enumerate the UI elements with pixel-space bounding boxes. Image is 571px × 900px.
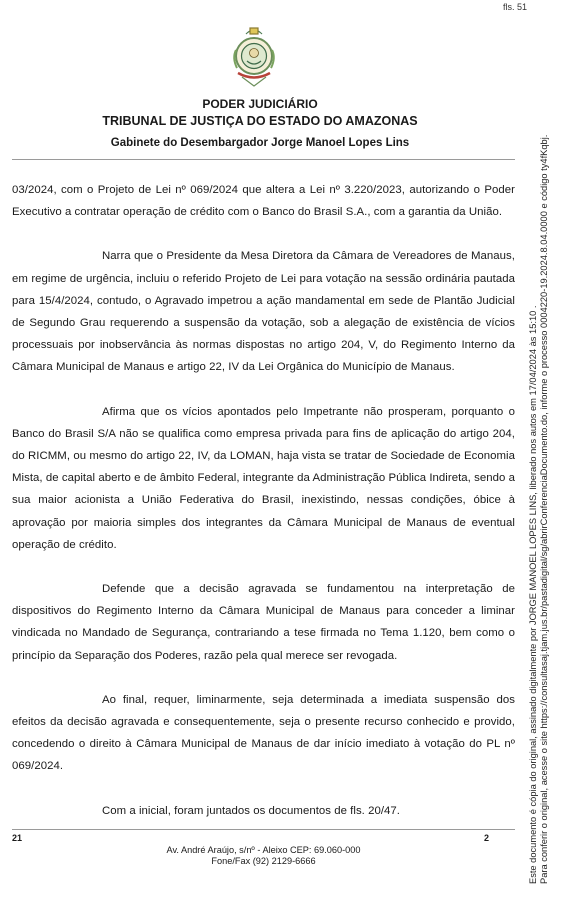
header-divider: [12, 159, 515, 160]
footer-page-number: 2: [484, 833, 490, 843]
paragraph-0: 03/2024, com o Projeto de Lei nº 069/2024 que altera a Lei nº 3.220/2023, autorizando o Poder Executivo a contratar operação de crédito com o Banco do Brasil S.A., com a garantia da União.: [12, 184, 515, 219]
coat-of-arms-icon: [228, 24, 280, 92]
header-line-1: PODER JUDICIÁRIO: [202, 97, 318, 111]
paragraph-3: Defende que a decisão agravada se fundamentou na interpretação de dispositivos do Regimento Interno da Câmara Municipal de Manaus para conceder a liminar vindicada no Mandado de Segurança, contrariando a tese firmada no Tema 1.120, bem como o princípio da Separação dos Poderes, razão pela qual merece ser revogada.: [12, 583, 515, 662]
paragraph-5: Com a inicial, foram juntados os documentos de fls. 20/47.: [102, 804, 400, 817]
signature-note-line-2: Para conferir o original, acesse o site https://consultasaj.tjam.jus.br/pastadigital/sg/abrirConferenciaDocumento.do, informe o processo 0004220-19.2024.8.04.0000 e código ty4fKqbj.: [539, 134, 549, 884]
paragraph-2: Afirma que os vícios apontados pelo Impetrante não prosperam, porquanto o Banco do Brasil S/A não se qualifica como empresa privada para fins de aplicação do artigo 204, do RICMM, ou mesmo do artigo 22, IV, da LOMAN, haja vista se tratar de Sociedade de Economia Mista, de capital aberto e de âmbito Federal, integrante da Administração Pública Indireta, sendo a sua maior acionista a União Federativa do Brasil, inexistindo, nessas condições, óbice à aprovação por maioria simples dos integrantes da Câmara Municipal de Manaus de eventual operação de crédito.: [12, 405, 515, 551]
footer-address: [0, 845, 527, 867]
header-line-3: Gabinete do Desembargador Jorge Manoel Lopes Lins: [110, 137, 410, 149]
footer-left-number: 21: [12, 833, 23, 843]
header-line-2: TRIBUNAL DE JUSTIÇA DO ESTADO DO AMAZONAS: [102, 114, 418, 128]
paragraph-1: Narra que o Presidente da Mesa Diretora da Câmara de Vereadores de Manaus, em regime de urgência, incluiu o referido Projeto de Lei para votação na sessão ordinária pautada para 15/4/2024, contudo, o Agravado impetrou a ação mandamental em sede de Plantão Judicial de Segundo Grau requerendo a suspensão da votação, sob a alegação de existência de vícios processuais por inobservância às normas dispostas no artigo 204, V, do Regimento Interno da Câmara Municipal de Manaus e artigo 22, IV da Lei Orgânica do Município de Manaus.: [12, 250, 515, 374]
signature-note-line-1: Este documento é cópia do original, assinado digitalmente por JORGE MANOEL LOPES LINS, liberado nos autos em 17/04/2024 às 15:10 .: [528, 305, 538, 884]
page-marker: fls. 51: [503, 2, 528, 12]
footer-divider: [12, 829, 515, 830]
footer-address-line-1: Av. André Araújo, s/nº - Aleixo CEP: 69.060-000: [166, 845, 361, 855]
footer-address-line-2: Fone/Fax (92) 2129-6666: [211, 856, 316, 866]
document-body: [12, 179, 515, 844]
digital-signature-note: [528, 4, 550, 884]
paragraph-4: Ao final, requer, liminarmente, seja determinada a imediata suspensão dos efeitos da decisão agravada e consequentemente, seja o presente recurso conhecido e provido, concedendo o direito à Câmara Municipal de Manaus de dar início imediato à votação do PL nº 069/2024.: [12, 693, 515, 773]
